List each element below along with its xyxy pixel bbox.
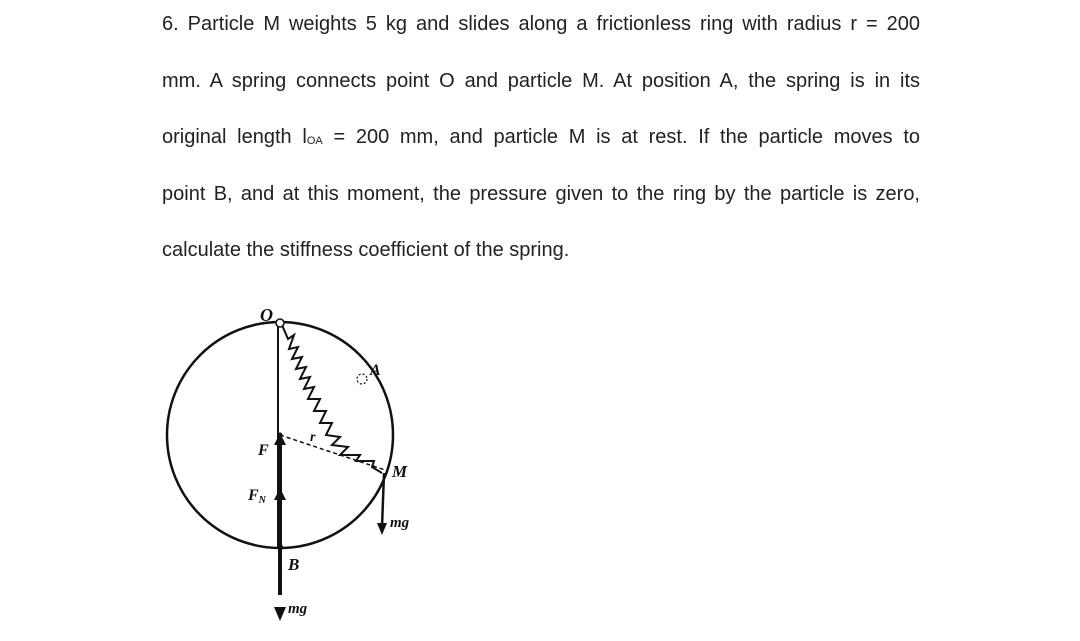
point-o-marker <box>276 319 284 327</box>
point-b-marker <box>277 544 283 550</box>
mg-arrow-m-head <box>377 523 387 535</box>
label-o: O <box>260 305 273 325</box>
ring-spring-diagram <box>160 295 430 635</box>
problem-line-3-end: = 200 mm, and particle M is at rest. If the particle moves to <box>322 126 920 148</box>
mg-arrow-b-head <box>274 607 286 621</box>
label-m: M <box>392 462 408 481</box>
problem-line-5: calculate the stiffness coefficient of the spring. <box>162 239 570 261</box>
problem-line-2: mm. A spring connects point O and particle M. At position A, the spring is in its <box>162 70 920 92</box>
label-b: B <box>288 555 300 574</box>
fn-arrow-head <box>274 488 286 500</box>
label-mg-m: mg <box>390 515 410 531</box>
label-mg-b: mg <box>288 601 308 617</box>
problem-line-3-start: original length l <box>162 126 307 148</box>
diagram-svg <box>160 295 430 635</box>
spring-zigzag <box>282 325 382 473</box>
label-fn <box>247 487 267 506</box>
f-arrow-head <box>274 433 286 445</box>
problem-line-4: point B, and at this moment, the pressure given to the ring by the particle is zero, <box>162 183 920 205</box>
label-fn-sub: N <box>258 495 266 506</box>
problem-line-3 <box>162 123 920 154</box>
label-fn-main: F <box>248 487 259 504</box>
problem-line-1: 6. Particle M weights 5 kg and slides along a frictionless ring with radius r = 200 <box>162 13 920 35</box>
point-a-marker <box>357 374 367 384</box>
label-a: A <box>370 362 381 379</box>
radius-dashed <box>280 435 385 470</box>
label-f: F <box>258 442 269 459</box>
length-subscript: OA <box>306 135 323 147</box>
label-r: r <box>310 430 316 445</box>
